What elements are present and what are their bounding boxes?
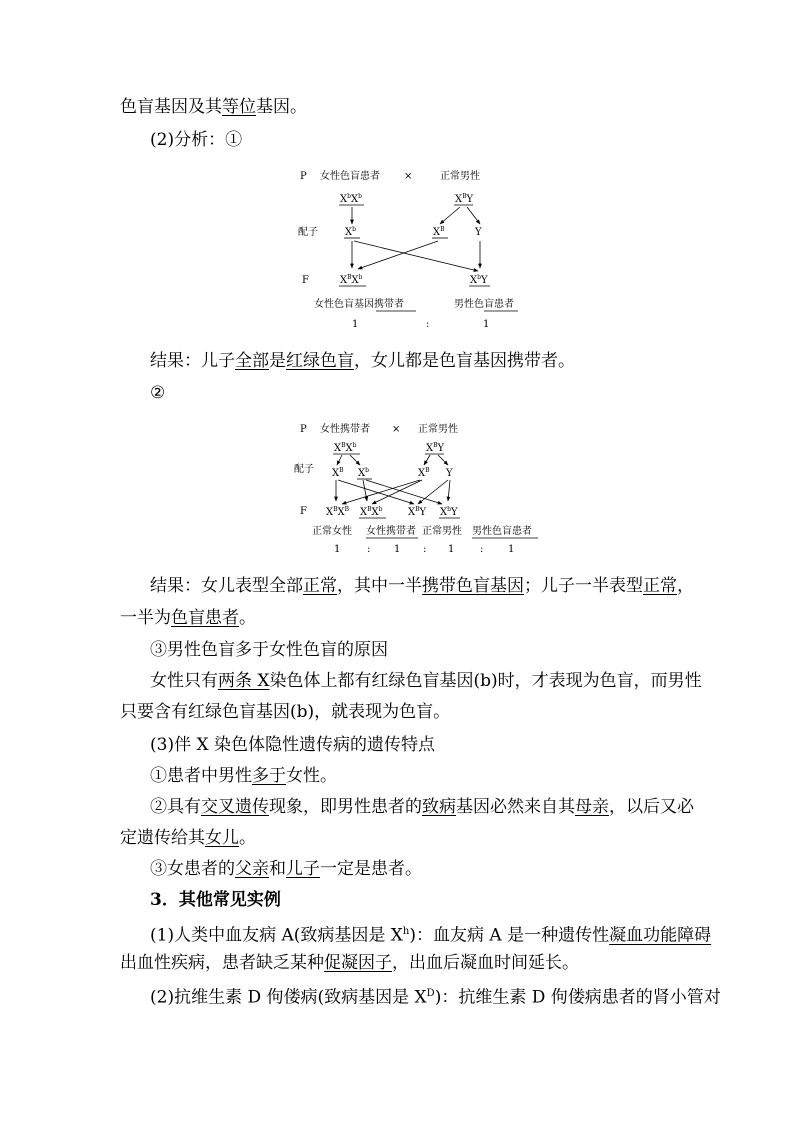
offspring-2-genotype: $X^BX^b$	[360, 506, 383, 518]
underlined-term: 母亲	[575, 797, 609, 817]
underlined-term: 凝血功能障碍	[609, 925, 712, 946]
underlined-term: 致病	[422, 797, 456, 817]
female-parent-phenotype: 女性色盲患者	[320, 171, 380, 182]
female-parent-phenotype: 女性携带者	[320, 424, 370, 435]
analysis-heading: (2)分析：①	[150, 130, 243, 150]
ratio-value: 1	[394, 544, 401, 555]
male-parent-genotype: $X^BY$	[426, 442, 445, 454]
gamete-male-y: Y	[475, 227, 482, 238]
text: 出血性疾病，患者缺乏某种	[120, 953, 324, 973]
text: ，以后又必	[609, 797, 694, 817]
text-line	[150, 765, 337, 787]
text: ，出血后凝血时间延长。	[392, 953, 579, 973]
offspring-4-phenotype: 男性色盲患者	[472, 526, 532, 537]
male-parent-genotype: $X^BY$	[455, 193, 474, 205]
underlined-term: 两条 X	[218, 671, 270, 691]
text-line	[150, 796, 694, 818]
ratio-value: 1	[483, 319, 490, 330]
offspring-female-phenotype: 女性色盲基因携带者	[314, 299, 404, 310]
text: 色盲基因及其	[120, 97, 222, 117]
offspring-4-genotype: $X^bY$	[440, 506, 458, 518]
male-parent-phenotype: 正常男性	[418, 424, 458, 435]
ratio-value: 1	[448, 544, 455, 555]
text: ③女患者的	[150, 859, 235, 879]
underlined-term: 全部	[235, 351, 269, 371]
text: 定遗传给其	[120, 828, 205, 848]
text-line	[150, 575, 694, 597]
text: 基因必然来自其	[456, 797, 575, 817]
underlined-term: 等位	[222, 97, 256, 117]
cross-diagram-2	[290, 418, 550, 558]
superscript: h	[402, 926, 410, 937]
ratio-separator: :	[426, 319, 430, 330]
underlined-term: 交叉遗传	[201, 797, 269, 817]
offspring-female-genotype: $X^BX^b$	[340, 274, 363, 286]
underlined-term: 正常	[303, 576, 337, 596]
text: ，女儿都是色盲基因携带者。	[354, 351, 575, 371]
ratio-separator: :	[367, 544, 371, 555]
gamete-male-x: $X^B$	[433, 226, 445, 238]
text: (1)人类中血友病 A(致病基因是 X	[150, 925, 403, 946]
offspring-3-genotype: $X^BY$	[408, 506, 427, 518]
text-line	[120, 952, 579, 974]
text: 结果：女儿表型全部	[150, 576, 303, 596]
offspring-male-genotype: $X^bY$	[470, 274, 488, 286]
text: 女性。	[286, 766, 337, 786]
text-line	[150, 921, 711, 947]
offspring-1-genotype: $X^BX^B$	[326, 506, 350, 518]
text-line	[120, 827, 256, 849]
gamete-3: $X^B$	[418, 467, 430, 479]
gamete-female: $X^b$	[345, 226, 356, 238]
text: ；儿子一半表型	[524, 576, 643, 596]
cross-symbol: ×	[392, 424, 401, 435]
p-label: P	[300, 171, 307, 182]
female-parent-genotype: $X^BX^b$	[334, 442, 357, 454]
gamete-label: 配子	[294, 464, 314, 475]
text: 一半为	[120, 608, 171, 628]
gamete-2: $X^b$	[358, 467, 369, 479]
text: )：血友病 A 是一种遗传性	[409, 925, 610, 946]
text: ②具有	[150, 797, 201, 817]
text-line	[150, 670, 702, 692]
section-heading: (3)伴 X 染色体隐性遗传病的遗传特点	[150, 735, 435, 755]
text: )：抗维生素 D 佝偻病患者的肾小管对	[434, 987, 721, 1008]
text: (2)抗维生素 D 佝偻病(致病基因是 X	[150, 987, 427, 1008]
text-line: 只要含有红绿色盲基因(b)，就表现为色盲。	[120, 702, 451, 722]
text-line	[120, 96, 307, 118]
text-line	[150, 350, 575, 372]
text: 是	[269, 351, 286, 371]
ratio-value: 1	[334, 544, 341, 555]
underlined-term: 色盲患者	[171, 608, 239, 628]
text: ①患者中男性	[150, 766, 252, 786]
text: 和	[269, 859, 286, 879]
f-label: F	[302, 275, 309, 286]
gamete-label: 配子	[298, 227, 318, 238]
text-line	[150, 983, 721, 1009]
text-line	[150, 858, 422, 880]
underlined-term: 促凝因子	[324, 953, 392, 973]
text: 基因。	[256, 97, 307, 117]
offspring-1-phenotype: 正常女性	[312, 526, 352, 537]
offspring-3-phenotype: 正常男性	[422, 526, 462, 537]
male-parent-phenotype: 正常男性	[440, 171, 480, 182]
text: ，	[677, 576, 694, 596]
text: 染色体上都有红绿色盲基因(b)时，才表现为色盲，而男性	[269, 671, 702, 691]
underlined-term: 儿子	[286, 859, 320, 879]
female-parent-genotype: $X^bX^b$	[340, 193, 362, 205]
text: 结果：儿子	[150, 351, 235, 371]
section-heading: 3．其他常见实例	[150, 890, 281, 910]
underlined-term: 女儿	[205, 828, 239, 848]
gamete-1: $X^B$	[332, 467, 344, 479]
underlined-term: 多于	[252, 766, 286, 786]
text: 现象，即男性患者的	[269, 797, 422, 817]
cross-symbol: ×	[404, 171, 413, 182]
text: 女性只有	[150, 671, 218, 691]
circled-number: ②	[150, 383, 166, 403]
offspring-male-phenotype: 男性色盲患者	[454, 299, 514, 310]
text: 。	[239, 828, 256, 848]
offspring-2-phenotype: 女性携带者	[366, 526, 416, 537]
ratio-separator: :	[480, 544, 484, 555]
underlined-term: 红绿色盲	[286, 351, 354, 371]
reason-heading: ③男性色盲多于女性色盲的原因	[150, 640, 388, 660]
ratio-value: 1	[508, 544, 515, 555]
ratio-value: 1	[352, 319, 359, 330]
underlined-term: 携带色盲基因	[422, 576, 524, 596]
text: 一定是患者。	[320, 859, 422, 879]
cross-diagram-1	[290, 165, 540, 333]
ratio-separator: :	[423, 544, 427, 555]
text: 。	[239, 608, 256, 628]
superscript: D	[426, 988, 435, 999]
underlined-term: 父亲	[235, 859, 269, 879]
text-line	[120, 607, 256, 629]
f-label: F	[300, 506, 307, 517]
text: ，其中一半	[337, 576, 422, 596]
gamete-4: Y	[446, 468, 453, 479]
underlined-term: 正常	[643, 576, 677, 596]
p-label: P	[300, 424, 307, 435]
